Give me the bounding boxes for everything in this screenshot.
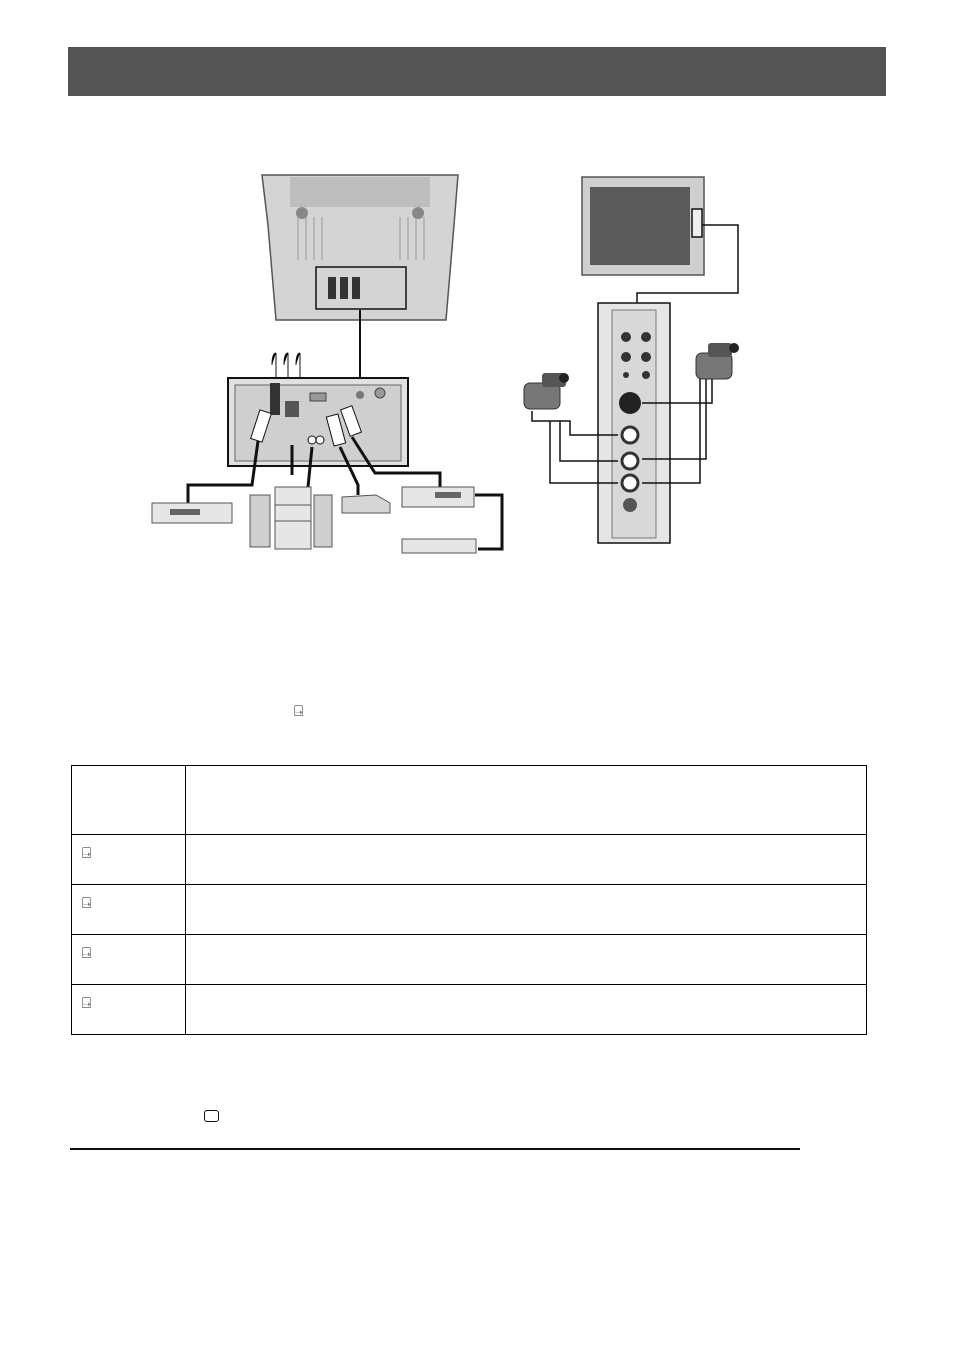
table-cell <box>186 835 867 885</box>
input-arrow-icon: ⍈ <box>294 702 304 720</box>
tv-screen-icon <box>204 1110 219 1122</box>
decoder-illustration <box>342 495 390 513</box>
vcr-right-illustration <box>402 487 474 507</box>
tv-front-illustration <box>582 177 704 275</box>
camcorder-left-illustration <box>524 373 569 409</box>
table-cell <box>186 985 867 1035</box>
table-cell <box>72 935 186 985</box>
vcr-left-illustration <box>152 503 232 523</box>
input-arrow-icon: ⍈ <box>82 894 92 912</box>
input-arrow-icon: ⍈ <box>82 844 92 862</box>
table-row <box>72 766 867 835</box>
section-divider <box>70 1148 800 1150</box>
table-cell <box>72 985 186 1035</box>
table-cell <box>72 835 186 885</box>
table-cell <box>72 766 186 835</box>
front-av-panel-illustration <box>598 303 670 543</box>
input-table <box>71 765 867 1035</box>
tv-rear-illustration <box>262 175 458 320</box>
table-row <box>72 935 867 985</box>
dvd-illustration <box>402 539 476 553</box>
table-cell <box>186 935 867 985</box>
table-cell <box>186 766 867 835</box>
connection-diagram <box>140 165 780 565</box>
table-row <box>72 885 867 935</box>
table-row <box>72 835 867 885</box>
header-bar <box>68 47 886 96</box>
camcorder-right-illustration <box>696 343 739 379</box>
table-cell <box>186 885 867 935</box>
input-arrow-icon: ⍈ <box>82 944 92 962</box>
hifi-illustration <box>250 487 332 549</box>
table-cell <box>72 885 186 935</box>
input-arrow-icon: ⍈ <box>82 994 92 1012</box>
table-row <box>72 985 867 1035</box>
